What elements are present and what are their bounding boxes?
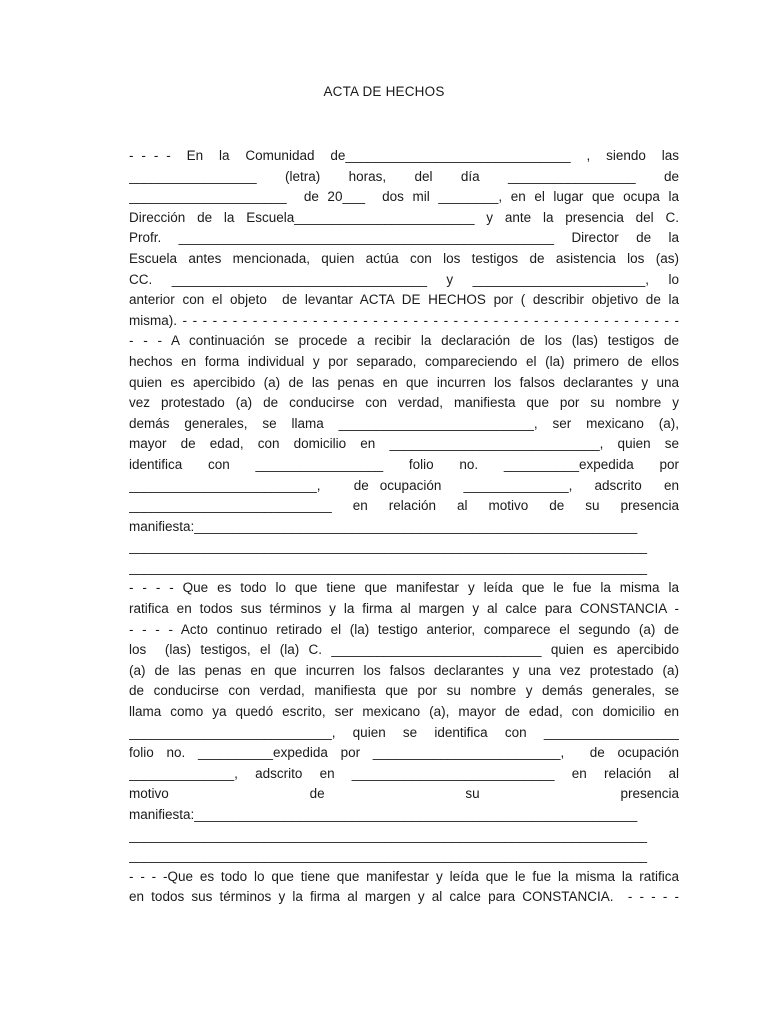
- document-line: identifica con _________________ folio no. __________expedida por: [129, 456, 679, 472]
- document-line: quien es apercibido (a) de las penas en que incurren los falsos declarantes y una: [129, 374, 679, 390]
- document-line: de conducirse con verdad, manifiesta que por su nombre y demás generales, se: [129, 683, 679, 699]
- document-body: [129, 146, 679, 908]
- document-line: anterior con el objeto de levantar ACTA DE HECHOS por ( describir objetivo de la: [129, 292, 679, 308]
- document-line: ______________, adscrito en ___________________________ en relación al: [129, 765, 679, 781]
- document-line: - - - - En la Comunidad de______________________________ , siendo las: [129, 148, 679, 163]
- document-line: - - - - Acto continuo retirado el (la) testigo anterior, comparece el segundo (a) de: [129, 621, 679, 637]
- document-line: ___________________________, quien se identifica con __________________: [129, 724, 679, 740]
- document-line: _________________________, de ocupación ______________, adscrito en: [129, 477, 679, 493]
- document-line: motivo de su presencia: [129, 786, 679, 802]
- document-line: vez protestado (a) de conducirse con verdad, manifiesta que por su nombre y: [129, 395, 679, 411]
- document-line: Dirección de la Escuela________________________ y ante la presencia del C.: [129, 209, 679, 225]
- document-line: _____________________________________________________________________: [129, 827, 648, 843]
- document-line: _____________________ de 20___ dos mil ________, en el lugar que ocupa la: [129, 189, 679, 205]
- document-line: mayor de edad, con domicilio en ____________________________, quien se: [129, 436, 679, 452]
- document-line: Escuela antes mencionada, quien actúa con los testigos de asistencia los (as): [129, 250, 679, 266]
- document-line: manifiesta:___________________________________________________________: [129, 518, 638, 534]
- document-line: hechos en forma individual y por separado, compareciendo el (la) primero de ellos: [129, 353, 679, 369]
- document-line: - - - - Que es todo lo que tiene que manifestar y leída que le fue la misma la: [129, 580, 679, 596]
- document-line: los (las) testigos, el (la) C. ____________________________ quien es apercibido: [129, 642, 679, 658]
- document-line: _____________________________________________________________________: [129, 559, 648, 575]
- document-line: manifiesta:___________________________________________________________: [129, 807, 638, 822]
- document-line: CC. __________________________________ y _______________________, lo: [129, 271, 679, 287]
- document-line: _____________________________________________________________________: [129, 539, 648, 555]
- document-line: (a) de las penas en que incurren los falsos declarantes y una vez protestado (a): [129, 662, 679, 678]
- document-line: _____________________________________________________________________: [129, 848, 648, 864]
- document-line: demás generales, se llama __________________________, ser mexicano (a),: [129, 415, 679, 431]
- document-line: - - - A continuación se procede a recibir la declaración de los (las) testigos de: [129, 333, 679, 349]
- document-line: _________________ (letra) horas, del día _________________ de: [129, 168, 679, 184]
- document-line: folio no. __________expedida por _________________________, de ocupación: [129, 745, 679, 761]
- document-line: ___________________________ en relación al motivo de su presencia: [129, 498, 679, 514]
- document-line: - - - -Que es todo lo que tiene que manifestar y leída que le fue la misma la ratifica: [129, 868, 679, 884]
- document-line: misma). - - - - - - - - - - - - - - - - - - - - - - - - - - - - - - - - - - - - - - - - - - - - - - - - - -: [129, 312, 679, 328]
- document-title: ACTA DE HECHOS: [323, 84, 445, 99]
- document-line: Profr. __________________________________________________ Director de la: [129, 230, 679, 246]
- document-line: llama como ya quedó escrito, ser mexicano (a), mayor de edad, con domicilio en: [129, 704, 679, 720]
- document-line: en todos sus términos y la firma al margen y al calce para CONSTANCIA. - - - - -: [129, 889, 679, 905]
- document-line: ratifica en todos sus términos y la firma al margen y al calce para CONSTANCIA -: [129, 601, 679, 617]
